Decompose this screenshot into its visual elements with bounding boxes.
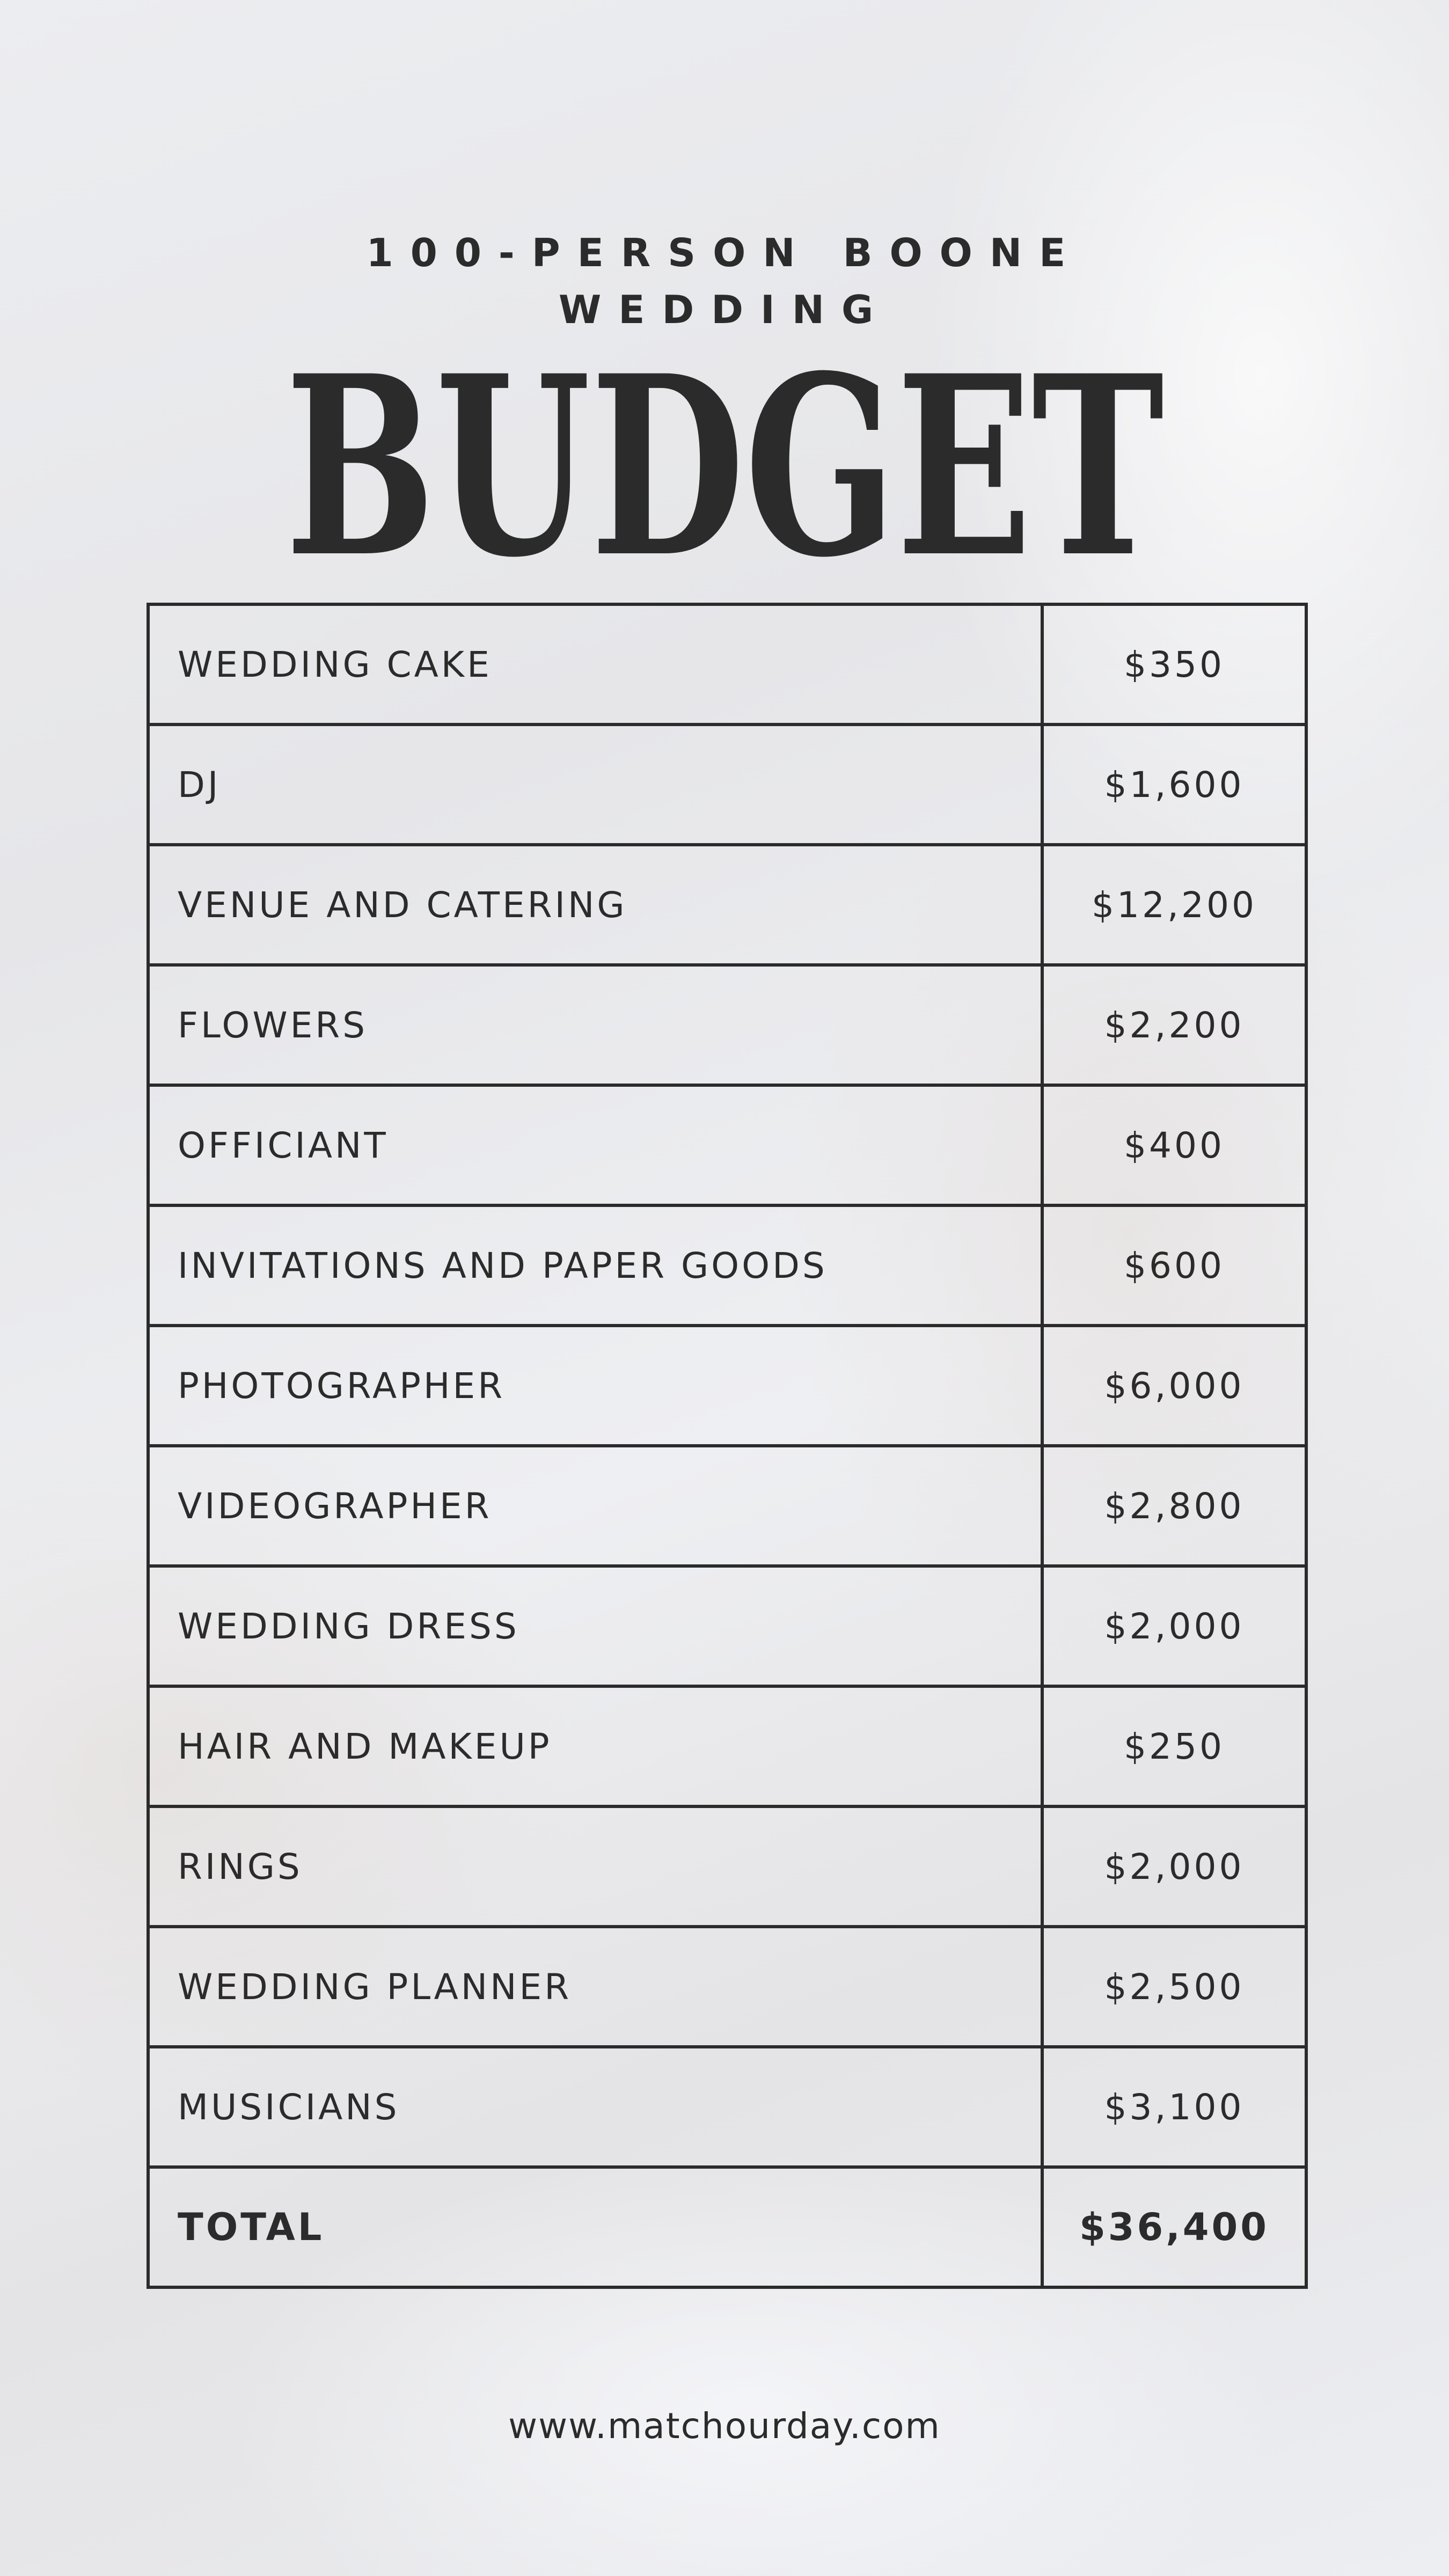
- budget-table: [147, 603, 1308, 2289]
- budget-item: WEDDING CAKE: [148, 604, 1042, 724]
- budget-item: FLOWERS: [148, 965, 1042, 1085]
- budget-amount: $2,800: [1042, 1446, 1306, 1566]
- table-row: [148, 965, 1306, 1085]
- subtitle-line-1: 100-PERSON BOONE: [366, 230, 1083, 275]
- budget-amount: $400: [1042, 1085, 1306, 1205]
- table-row: [148, 1205, 1306, 1326]
- budget-amount: $350: [1042, 604, 1306, 724]
- budget-amount: $1,600: [1042, 724, 1306, 845]
- footer-url: www.matchourday.com: [508, 2405, 941, 2447]
- budget-table-body: [148, 604, 1306, 2287]
- budget-amount: $3,100: [1042, 2047, 1306, 2167]
- table-row: [148, 724, 1306, 845]
- budget-amount: $250: [1042, 1686, 1306, 1806]
- budget-amount: $2,500: [1042, 1927, 1306, 2047]
- budget-item: PHOTOGRAPHER: [148, 1326, 1042, 1446]
- budget-item: WEDDING DRESS: [148, 1566, 1042, 1686]
- budget-item: DJ: [148, 724, 1042, 845]
- budget-item: HAIR AND MAKEUP: [148, 1686, 1042, 1806]
- budget-item: OFFICIANT: [148, 1085, 1042, 1205]
- budget-item: VENUE AND CATERING: [148, 845, 1042, 965]
- total-label: TOTAL: [148, 2167, 1042, 2287]
- table-row: [148, 1927, 1306, 2047]
- budget-item: VIDEOGRAPHER: [148, 1446, 1042, 1566]
- budget-item: MUSICIANS: [148, 2047, 1042, 2167]
- budget-item: RINGS: [148, 1806, 1042, 1927]
- page-title: [0, 322, 1449, 612]
- table-row: [148, 604, 1306, 724]
- budget-amount: $6,000: [1042, 1326, 1306, 1446]
- total-row: [148, 2167, 1306, 2287]
- budget-amount: $12,200: [1042, 845, 1306, 965]
- total-amount: $36,400: [1042, 2167, 1306, 2287]
- table-row: [148, 1446, 1306, 1566]
- table-row: [148, 1326, 1306, 1446]
- budget-amount: $600: [1042, 1205, 1306, 1326]
- table-row: [148, 2047, 1306, 2167]
- budget-amount: $2,000: [1042, 1806, 1306, 1927]
- table-row: [148, 1085, 1306, 1205]
- budget-amount: $2,000: [1042, 1566, 1306, 1686]
- budget-item: INVITATIONS AND PAPER GOODS: [148, 1205, 1042, 1326]
- subtitle-line-2: WEDDING: [558, 287, 891, 332]
- table-row: [148, 1566, 1306, 1686]
- table-row: [148, 845, 1306, 965]
- table-row: [148, 1686, 1306, 1806]
- table-row: [148, 1806, 1306, 1927]
- budget-amount: $2,200: [1042, 965, 1306, 1085]
- page-title-text: BUDGET: [285, 322, 1164, 612]
- budget-item: WEDDING PLANNER: [148, 1927, 1042, 2047]
